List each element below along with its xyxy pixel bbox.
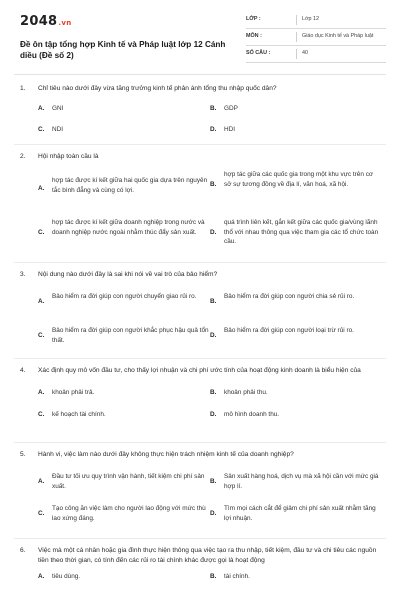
meta-key: SỐ CÂU : <box>246 50 271 56</box>
meta-row-class <box>246 12 386 29</box>
option-letter: D. <box>210 510 217 517</box>
option-letter: B. <box>210 181 217 188</box>
question-text: Việc mà một cá nhân hoặc gia đình thực hiện thông qua việc tạo ra thu nhập, tiết kiệm, đầu tư và chi tiêu các nguồn tiền theo thời gian, có tính đến các rủi ro tài chính khác được gọi là hoạt động <box>38 547 377 564</box>
meta-row-count <box>246 46 386 63</box>
option-text: tiêu dùng. <box>52 573 81 580</box>
question-number: 6. <box>20 547 26 554</box>
option-text: Bảo hiểm ra đời giúp con người khắc phục hậu quả tổn thất. <box>52 327 209 344</box>
question-4 <box>20 366 384 432</box>
answer-options <box>20 572 384 586</box>
meta-row-subject <box>246 29 386 46</box>
option-text: Bảo hiểm ra đời giúp con người chia sẻ rủi ro. <box>224 293 355 300</box>
option-text: GDP <box>224 105 238 112</box>
site-logo[interactable] <box>20 14 72 29</box>
meta-value: 40 <box>302 50 308 56</box>
option-text: khoản phải trả. <box>52 389 95 396</box>
option-letter: C. <box>38 510 45 517</box>
option-text: Bảo hiểm ra đời giúp con người loại trừ rủi ro. <box>224 327 354 334</box>
question-text: Xác định quy mô vốn đầu tư, cho thấy lợi nhuận và chi phí ước tính của hoạt động kinh doanh là biểu hiện của <box>38 367 361 374</box>
question-number: 5. <box>20 451 26 458</box>
question-number: 2. <box>20 153 26 160</box>
meta-key: MÔN : <box>246 33 262 39</box>
option-letter: A. <box>38 573 45 580</box>
question-2 <box>20 152 384 262</box>
option-letter: D. <box>210 126 217 133</box>
question-number: 1. <box>20 85 26 92</box>
option-letter: D. <box>210 229 217 236</box>
meta-value: Lớp 12 <box>302 16 320 22</box>
option-letter: A. <box>38 298 45 305</box>
option-letter: A. <box>38 389 45 396</box>
option-text: Đầu tư tối ưu quy trình vận hành, tiết kiệm chi phí sản xuất. <box>52 473 205 490</box>
option-text: GNI <box>52 105 64 112</box>
question-stem <box>20 270 384 280</box>
option-text: NDI <box>52 126 64 133</box>
header-divider <box>14 74 386 75</box>
option-text: hợp tác giữa các quốc gia trong một khu vực trên cơ sở sự tương đồng về địa lí, văn hoá, xã hội. <box>224 171 374 188</box>
logo-text: 2048 <box>20 14 58 29</box>
question-stem <box>20 546 384 566</box>
question-stem <box>20 84 384 94</box>
question-text: Chỉ tiêu nào dưới đây vừa tăng trưởng kinh tế phản ánh tổng thu nhập quốc dân? <box>38 85 277 92</box>
answer-options <box>20 384 384 432</box>
question-divider <box>14 442 386 443</box>
option-text: khoản phải thu. <box>224 389 268 396</box>
option-letter: A. <box>38 478 45 485</box>
question-number: 3. <box>20 271 26 278</box>
option-text: Tìm mọi cách cắt để giảm chi phí sản xuất nhằm tăng lợi nhuận. <box>224 505 376 522</box>
meta-divider <box>296 49 297 59</box>
question-divider <box>14 262 386 263</box>
answer-options <box>20 170 384 262</box>
option-letter: B. <box>210 573 217 580</box>
option-text: Sản xuất hàng hoá, dịch vụ mà xã hội cần với mức giá hợp lí. <box>224 473 379 490</box>
meta-divider <box>296 32 297 42</box>
option-letter: A. <box>38 105 45 112</box>
option-text: Bảo hiểm ra đời giúp con người chuyển giao rủi ro. <box>52 293 197 300</box>
option-letter: C. <box>38 229 45 236</box>
answer-options <box>20 102 384 150</box>
option-letter: B. <box>210 389 217 396</box>
option-letter: C. <box>38 126 45 133</box>
question-6 <box>20 546 384 586</box>
option-letter: D. <box>210 332 217 339</box>
option-letter: B. <box>210 298 217 305</box>
option-text: kế hoạch tài chính. <box>52 411 106 418</box>
question-1 <box>20 84 384 150</box>
option-text: quá trình liên kết, gắn kết giữa các quốc gia/vùng lãnh thổ với nhau thông qua việc tham gia các tổ chức toàn cầu. <box>224 219 379 245</box>
question-5 <box>20 450 384 534</box>
option-letter: C. <box>38 411 45 418</box>
option-text: mô hình doanh thu. <box>224 411 280 418</box>
meta-value: Giáo dục Kinh tế và Pháp luật <box>302 33 374 39</box>
answer-options <box>20 288 384 358</box>
option-letter: A. <box>38 185 45 192</box>
option-letter: D. <box>210 411 217 418</box>
option-text: HDI <box>224 126 236 133</box>
option-text: hợp tác được kí kết giữa hai quốc gia dựa trên nguyên tắc bình đẳng và cùng có lợi. <box>52 177 208 194</box>
option-letter: B. <box>210 105 217 112</box>
exam-title: Đề ôn tập tổng hợp Kinh tế và Pháp luật lớp 12 Cánh diều (Đề số 2) <box>20 40 226 60</box>
exam-header <box>20 12 386 70</box>
option-text: hợp tác được kí kết giữa doanh nghiệp trong nước và doanh nghiệp nước ngoài nhằm thúc đẩy sản xuất. <box>52 219 205 236</box>
answer-options <box>20 468 384 534</box>
logo-suffix: .vn <box>58 19 72 27</box>
option-text: Tạo công ăn việc làm cho người lao động với mức thù lao xứng đáng. <box>52 505 206 522</box>
meta-divider <box>296 15 297 25</box>
question-stem <box>20 152 384 162</box>
exam-meta-table <box>246 12 386 63</box>
option-letter: B. <box>210 478 217 485</box>
question-text: Nội dung nào dưới đây là sai khi nói về vai trò của bảo hiểm? <box>38 271 218 278</box>
question-text: Hội nhập toàn cầu là <box>38 153 99 160</box>
option-text: tài chính. <box>224 573 250 580</box>
question-divider <box>14 358 386 359</box>
question-divider <box>14 144 386 145</box>
question-stem <box>20 366 384 376</box>
question-text: Hành vi, việc làm nào dưới đây không thực hiện trách nhiệm kinh tế của doanh nghiệp? <box>38 451 294 458</box>
option-letter: C. <box>38 332 45 339</box>
question-divider <box>14 538 386 539</box>
meta-key: LỚP : <box>246 16 261 22</box>
question-3 <box>20 270 384 358</box>
question-stem <box>20 450 384 460</box>
question-number: 4. <box>20 367 26 374</box>
